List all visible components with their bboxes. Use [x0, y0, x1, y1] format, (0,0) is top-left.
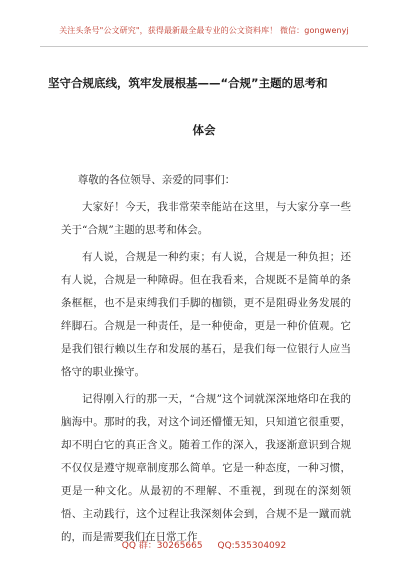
document-title-line-2: 体会 [192, 123, 216, 137]
document-title-line-1: 坚守合规底线，筑牢发展根基——“合规”主题的思考和 [48, 76, 328, 90]
page-header-notice: 关注头条号"公文研究"，获得最新最全最专业的公文资料库！ 微信：gongwenyj [59, 26, 349, 35]
salutation: 尊敬的各位领导、亲爱的同事们： [77, 174, 236, 186]
page-footer [0, 538, 408, 551]
paragraph-2: 有人说，合规是一种约束；有人说，合规是一种负担；还有人说，合规是一种障碍。但在我看来，合规既不是简单的条条框框，也不是束缚我们手脚的枷锁，更不是阻碍业务发展的绊脚石。合规是一种责任，是一种使命，更是一种价值观。它是我们银行赖以生存和发展的基石，是我们每一位银行人应当恪守的职业操守。 [61, 251, 351, 378]
footer-qq-group: QQ 群：30265665 [121, 541, 203, 551]
document-body [61, 169, 351, 553]
footer-qq-contact: QQ:535304092 [217, 541, 287, 551]
paragraph-3: 记得刚入行的那一天，“合规”这个词就深深地烙印在我的脑海中。那时的我，对这个词还懵懂无知，只知道它很重要，却不明白它的真正含义。随着工作的深入，我逐渐意识到合规不仅仅是遵守规章制度那么简单。它是一种态度，一种习惯，更是一种文化。从最初的不理解、不重视，到现在的深刻领悟、主动践行，这个过程让我深刻体会到，合规不是一蹴而就的，而是需要我们在日常工作 [61, 393, 351, 543]
paragraph-1: 大家好！今天，我非常荣幸能站在这里，与大家分享一些关于“合规”主题的思考和体会。 [61, 201, 351, 236]
header-divider [40, 46, 368, 47]
